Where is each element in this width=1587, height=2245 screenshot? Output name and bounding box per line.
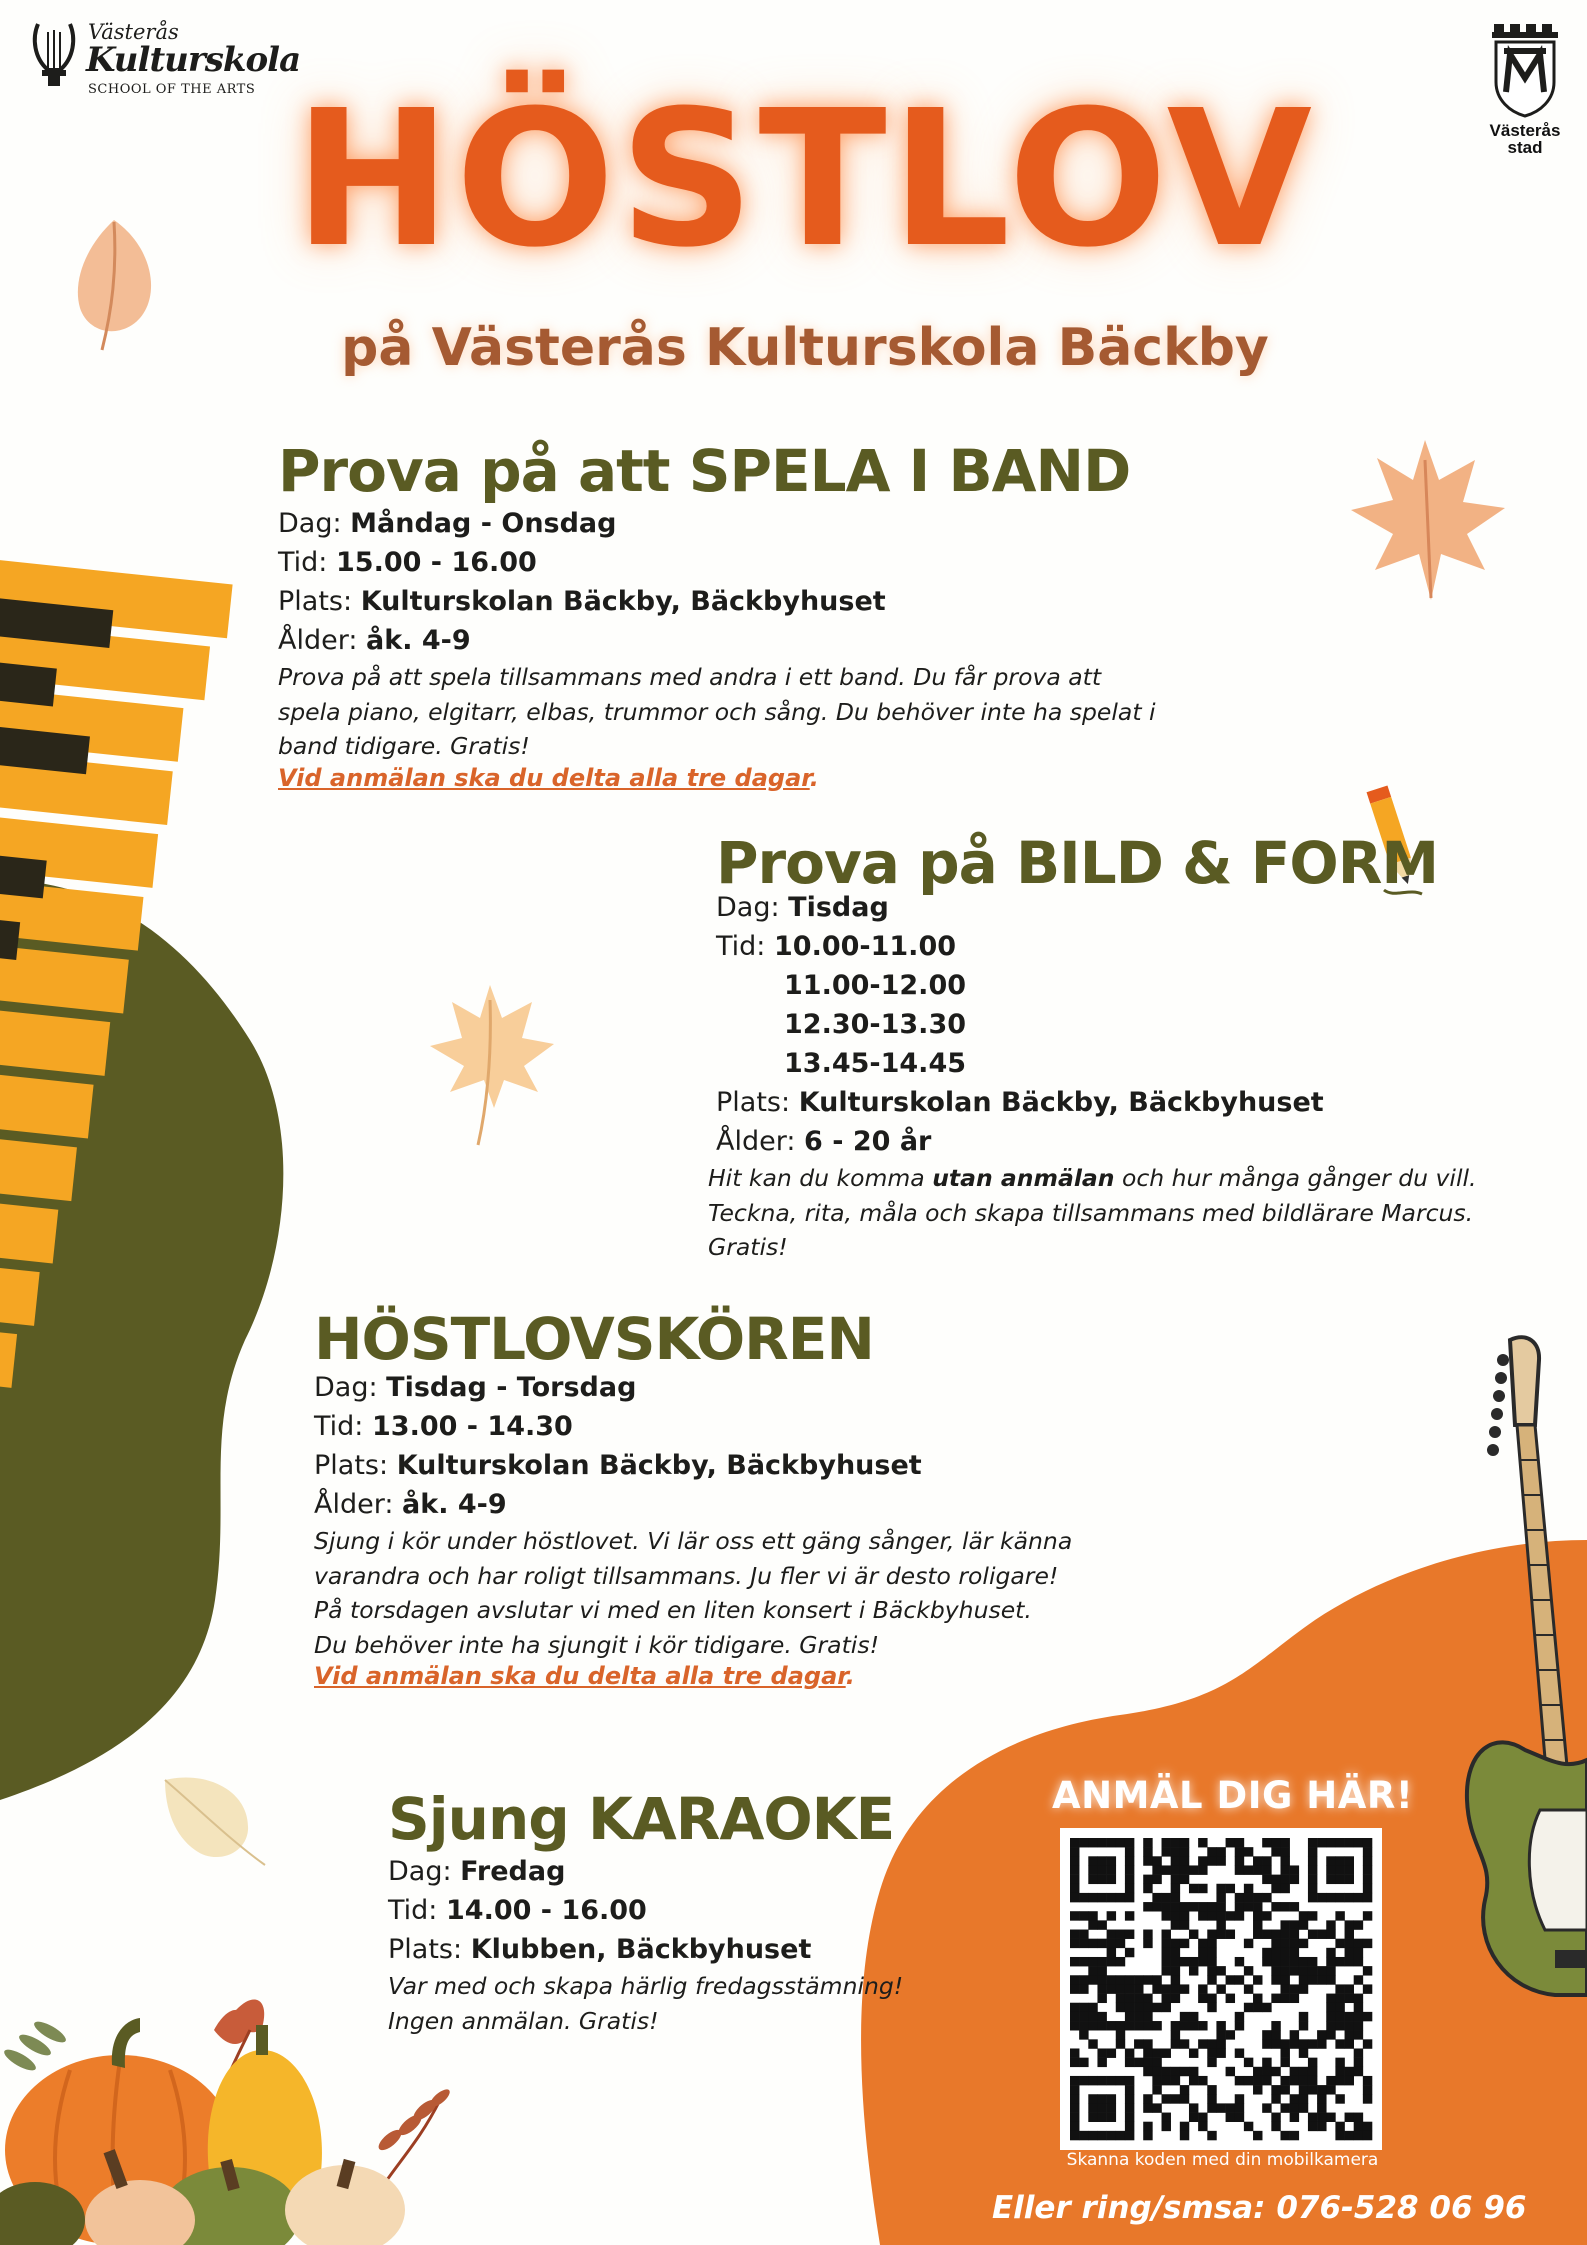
karaoke-desc-2: Ingen anmälan. Gratis! xyxy=(388,2006,659,2035)
kor-dag: Dag: Tisdag - Torsdag xyxy=(314,1372,637,1403)
band-tid: Tid: 15.00 - 16.00 xyxy=(278,547,537,578)
logo-line-2: Kulturskola xyxy=(86,40,301,80)
kor-plats: Plats: Kulturskolan Bäckby, Bäckbyhuset xyxy=(314,1450,922,1481)
logo-line-1: Västerås xyxy=(88,20,179,44)
bild-title: Prova på BILD & FORM xyxy=(716,829,1439,897)
scan-instructions: Skanna koden med din mobilkamera xyxy=(1066,2150,1379,2170)
band-title: Prova på att SPELA I BAND xyxy=(278,437,1131,505)
kor-desc-1: Sjung i kör under höstlovet. Vi lär oss ett gäng sånger, lär känna xyxy=(314,1527,1073,1555)
karaoke-plats: Plats: Klubben, Bäckbyhuset xyxy=(388,1934,812,1965)
vasteras-stad-logo xyxy=(1480,22,1570,162)
band-desc-3: band tidigare. Gratis! xyxy=(278,732,530,760)
band-desc-1: Prova på att spela tillsammans med andra i ett band. Du får prova att xyxy=(278,663,1102,691)
phone-number[interactable]: Eller ring/smsa: 076-528 06 96 xyxy=(992,2190,1527,2226)
coat-of-arms-icon xyxy=(1490,22,1560,118)
band-signup-note: Vid anmälan ska du delta alla tre dagar. xyxy=(278,763,819,792)
bild-tid-4: 13.45-14.45 xyxy=(784,1048,967,1079)
page-subtitle: på Västerås Kulturskola Bäckby xyxy=(341,318,1269,378)
leaf-icon xyxy=(160,1770,270,1870)
karaoke-tid: Tid: 14.00 - 16.00 xyxy=(388,1895,647,1926)
kor-desc-3: På torsdagen avslutar vi med en liten konsert i Bäckbyhuset. xyxy=(314,1596,1032,1624)
bild-desc-3: Gratis! xyxy=(708,1233,788,1261)
bild-tid: Tid: 10.00-11.00 xyxy=(716,931,957,962)
logo-line-3: SCHOOL OF THE ARTS xyxy=(88,82,256,97)
kor-desc-2: varandra och har roligt tillsammans. Ju fler vi är desto roligare! xyxy=(314,1561,1059,1590)
kor-tid: Tid: 13.00 - 14.30 xyxy=(314,1411,573,1442)
page-title: HÖSTLOV xyxy=(293,70,1317,289)
band-desc-2: spela piano, elgitarr, elbas, trummor och sång. Du behöver inte ha spelat i xyxy=(278,697,1156,726)
bild-desc-1: Hit kan du komma utan anmälan och hur många gånger du vill. xyxy=(708,1164,1477,1192)
karaoke-section xyxy=(388,1786,903,2038)
bild-dag: Dag: Tisdag xyxy=(716,892,889,923)
bild-plats: Plats: Kulturskolan Bäckby, Bäckbyhuset xyxy=(716,1087,1324,1118)
kor-signup-link[interactable]: Vid anmälan ska du delta alla tre dagar xyxy=(314,1662,846,1690)
band-plats: Plats: Kulturskolan Bäckby, Bäckbyhuset xyxy=(278,586,886,617)
kor-alder: Ålder: åk. 4-9 xyxy=(314,1489,507,1520)
bild-alder: Ålder: 6 - 20 år xyxy=(716,1126,932,1157)
leaf-icon xyxy=(62,210,172,360)
band-section xyxy=(278,438,1156,792)
kor-signup-note: Vid anmälan ska du delta alla tre dagar. xyxy=(314,1662,855,1690)
stad-line-2: stad xyxy=(1507,138,1543,157)
kor-section xyxy=(314,1306,1072,1690)
signup-heading: ANMÄL DIG HÄR! xyxy=(1052,1774,1414,1817)
qr-code-icon xyxy=(1060,1828,1382,2150)
band-dag: Dag: Måndag - Onsdag xyxy=(278,508,617,539)
maple-leaf-icon xyxy=(420,980,560,1150)
band-signup-link[interactable]: Vid anmälan ska du delta alla tre dagar xyxy=(278,763,810,792)
bild-section xyxy=(708,829,1477,1265)
karaoke-title: Sjung KARAOKE xyxy=(388,1785,895,1853)
qr-code[interactable] xyxy=(1060,1828,1382,2150)
bild-tid-2: 11.00-12.00 xyxy=(784,970,967,1001)
bild-tid-3: 12.30-13.30 xyxy=(784,1009,967,1040)
guitar-icon xyxy=(1455,1330,1587,2010)
lyre-icon xyxy=(28,18,80,90)
kor-desc-4: Du behöver inte ha sjungit i kör tidigare. Gratis! xyxy=(314,1630,879,1659)
maple-leaf-icon xyxy=(1335,430,1515,610)
kor-title: HÖSTLOVSKÖREN xyxy=(314,1305,874,1373)
bild-desc-2: Teckna, rita, måla och skapa tillsammans med bildlärare Marcus. xyxy=(708,1198,1474,1227)
band-alder: Ålder: åk. 4-9 xyxy=(278,625,471,656)
karaoke-desc-1: Var med och skapa härlig fredagsstämning! xyxy=(388,1972,904,2000)
karaoke-dag: Dag: Fredag xyxy=(388,1856,566,1887)
stad-line-1: Västerås xyxy=(1489,121,1561,140)
